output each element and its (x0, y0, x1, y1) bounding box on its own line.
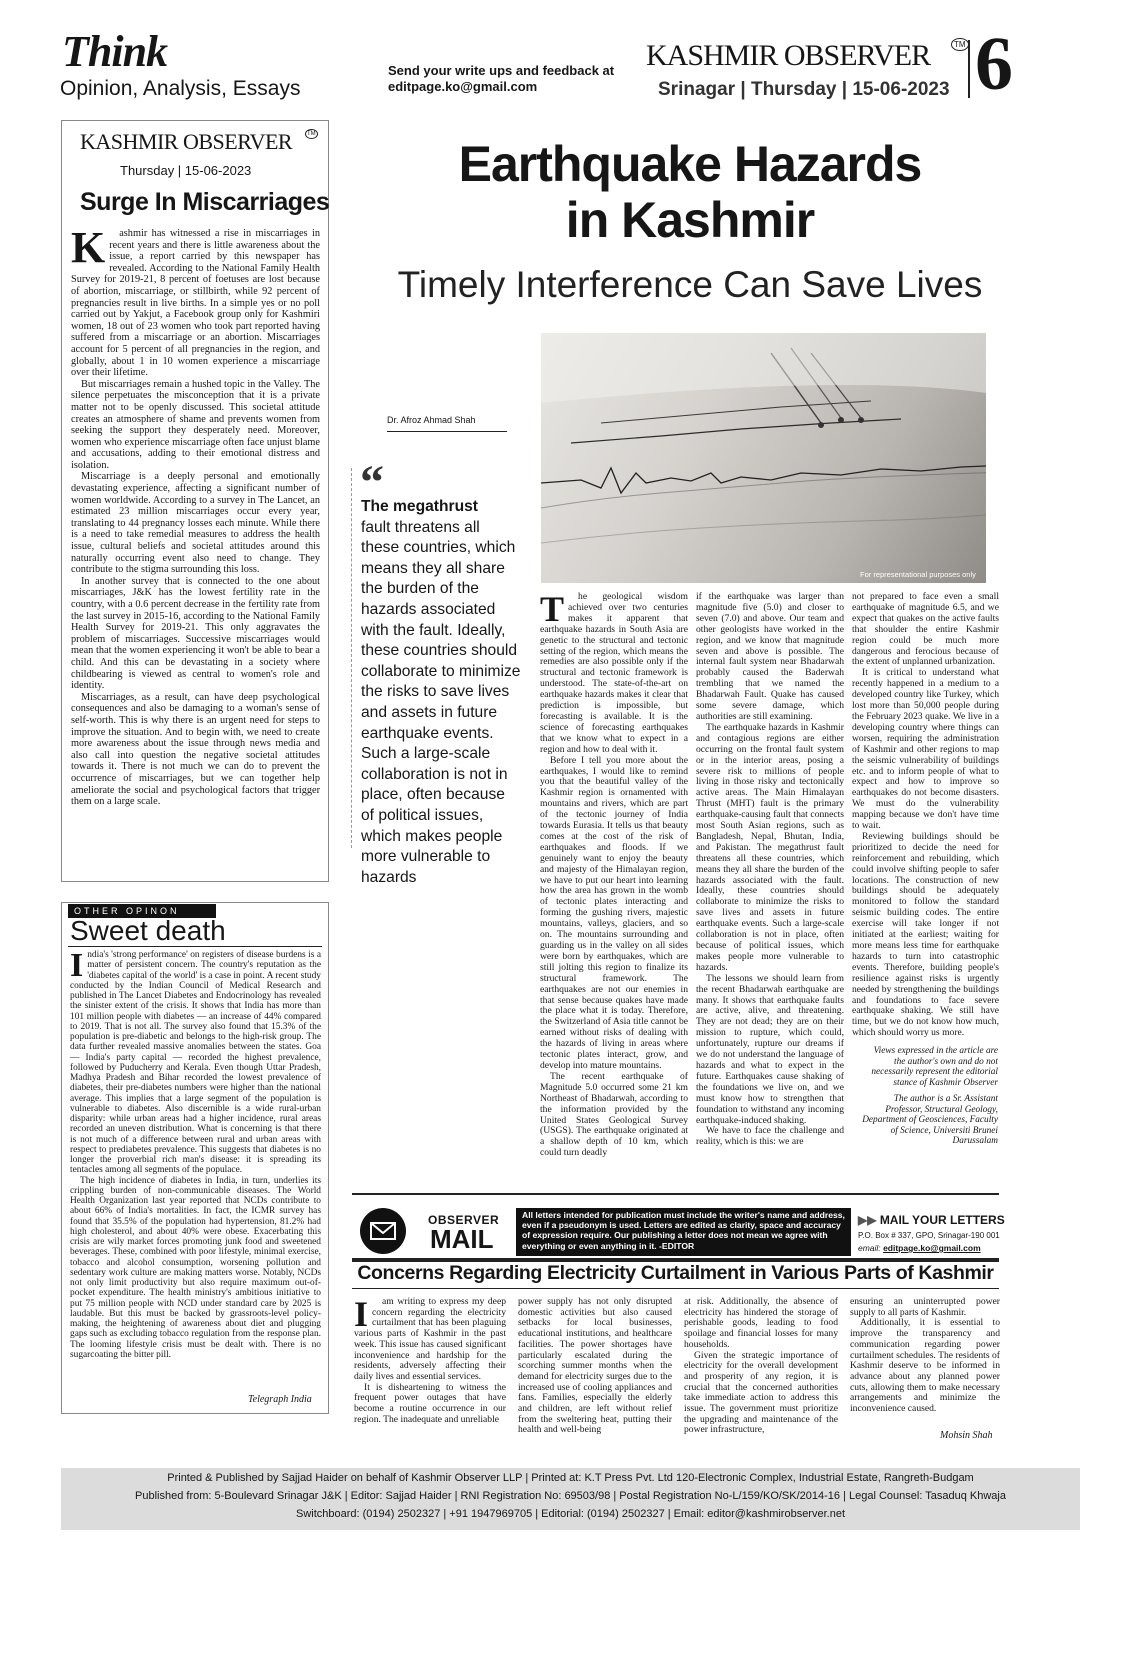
lead-column-3 (852, 592, 999, 1044)
lead-headline-2: in Kashmir (565, 192, 815, 248)
mail-notice: All letters intended for publication must include the writer's name and address, even if a pseudonym is used. Letters are edited as clarity, space and accuracy of expression require. Our publishing a letter does not mean we agree with everything or even anything in it. -EDITOR (516, 1208, 851, 1256)
lead-paragraph: not prepared to face even a small earthquake of magnitude 6.5, and we expect that quakes on the active faults that shoulder the entire Kashmir region could be much more dangerous and ferocious because of the extent of unplanned urbanization. (852, 592, 999, 668)
mail-address: P.O. Box # 337, GPO, Srinagar-190 001 (858, 1231, 1000, 1240)
mail-column-2 (518, 1297, 672, 1445)
editorial-paragraph: Miscarriage is a deeply personal and emotionally devastating experience, affecting a significant number of women worldwide. According to a survey in The Lancet, an estimated 23 million miscarriages occur every year, translating to 44 pregnancy losses each minute. While there is a need to take remedial measures to address the health issue, cultural beliefs and societal attitudes around this naturally occurring event also need to change. They contribute to the stigma surrounding this loss. (71, 471, 320, 576)
mail-email-line (858, 1243, 981, 1253)
lead-disclaimer: Views expressed in the article are the author's own and do not necessarily represent the editorial stance of Kashmir Observer (871, 1046, 998, 1088)
page-number: 6 (975, 22, 1013, 106)
send-email[interactable]: editpage.ko@gmail.com (388, 79, 538, 94)
other-opinion-dropcap: I (70, 950, 84, 984)
editorial-dropcap: K (71, 228, 106, 272)
section-subtitle: Opinion, Analysis, Essays (60, 77, 301, 100)
lead-author-bio: The author is a Sr. Assistant Professor, Structural Geology, Department of Geosciences, Faculty of Science, Universiti Brunei Darussalam (862, 1094, 998, 1147)
editorial-paragraph: Miscarriages, as a result, can have deep psychological consequences and also be damaging to a woman's sense of self-worth. This is why there is an urgent need for steps to improve the situation. And to begin with, we need to create more awareness about the issue through news media and also call into question the negative societal attitudes towards it. There is not much we can do to prevent the occurrence of miscarriages, but we can together help ameliorate the social and psychological factors that trigger them on a large scale. (71, 691, 320, 808)
mail-paragraph: ensuring an uninterrupted power supply to all parts of Kashmir. (850, 1297, 1000, 1318)
lead-paragraph: The earthquake hazards in Kashmir and contagious regions are either occurring on the frontal fault system or in the interior areas, posing a severe risk to millions of people living in those risky and tectonically active areas. The Main Himalayan Thrust (MHT) fault is the primary earthquake-causing fault that connects most South Asian regions, such as Bangladesh, Nepal, Bhutan, India, and Pakistan. The megathrust fault threatens all these countries, which means they all share the burden of the hazards associated with the fault. Ideally, these countries should collaborate to minimize the risks to save lives and assets in future earthquake events. Such a large-scale collaboration is not in place, often because of political issues, which makes people more vulnerable to hazards. (696, 721, 844, 973)
footer-line-1: Printed & Published by Sajjad Haider on behalf of Kashmir Observer LLP | Printed at: K.T Press Pvt. Ltd 120-Electronic Complex, Industrial Estate, Rangreth-Budgam (167, 1472, 974, 1484)
lead-paragraph: The recent earthquake of Magnitude 5.0 occurred some 21 km Northeast of Bhadarwah, according to the information provided by the United States Geological Survey (USGS). The earthquake originated at a shallow depth of 10 km, which could turn deadly (540, 1070, 688, 1158)
mail-paragraph: It is disheartening to witness the frequent power outages that have become a routine occurrence in our region. The inadequate and unreliable (354, 1381, 506, 1425)
lead-headline-1: Earthquake Hazards (458, 136, 922, 192)
mail-headline: Concerns Regarding Electricity Curtailment in Various Parts of Kashmir (357, 1262, 994, 1284)
mail-paragraph: am writing to express my deep concern regarding the electricity curtailment that has been plaguing various parts of Kashmir in the past week. This issue has caused significant inconvenience and hardship for the residents, adversely affecting their daily lives and essential services. (354, 1297, 506, 1382)
byline-rule (387, 431, 507, 432)
lead-byline: Dr. Afroz Ahmad Shah (387, 415, 476, 425)
mail-signature: Mohsin Shah (940, 1430, 993, 1441)
mail-letters-title-text: MAIL YOUR LETTERS (879, 1213, 1005, 1227)
mail-email-link[interactable]: editpage.ko@gmail.com (883, 1243, 981, 1253)
other-opinion-source: Telegraph India (248, 1394, 312, 1405)
photo-caption: For representational purposes only (860, 570, 976, 579)
lead-paragraph: he geological wisdom achieved over two centuries makes it apparent that earthquake hazards in South Asia are genetic to the structural and tectonic setting of the region, which means the remedies are also possible only if the structural and tectonic framework is understood. The state-of-the-art on earthquake hazards makes it clear that prediction is impossible, but forecasting is available. It is the science of forecasting earthquakes that we know what to expect in a region and how to deal with it. (540, 592, 688, 755)
section-title: Think (62, 27, 168, 76)
masthead-divider (968, 40, 970, 98)
lead-paragraph: Reviewing buildings should be prioritized to decide the need for reinforcement and rebuilding, which could involve shifting people to safer locations. The construction of new buildings should be adequately monitored to follow the standard seismic building codes. The entire exercise will take longer if not initiated at the earliest; waiting for more means less time for earthquake hazards to turn into catastrophic events. Therefore, building people's resilience against risks is urgently needed by strengthening the buildings and foundations to face severe earthquake shaking. We still have time, but we do not know how much, which should worry us more. (852, 830, 999, 1039)
other-opinion-paragraph: The high incidence of diabetes in India, in turn, underlies its crippling burden of non-communicable diseases. The World Health Organization last year reported that NCDs contribute to about 66% of India's mortalities. In fact, the ICMR survey has found that 35.5% of the population had hypertension, 81.2% had high cholesterol, and about 40% were obese. Exacerbating this crisis are wily market forces promoting junk food and sweetened beverages. These, combined with poor lifestyle, minimal exercise, tobacco and alcohol consumption, worsening pollution and sedentary work culture are making matters worse. Notably, NCDs not only limit productivity but also require maximum out-of-pocket expenditure. The health ministry's ambitious initiative to put 75 million people with NCD under standard care by 2025 is laudable. But this must be backed by grassroots-level policy-making, the heightening of awareness about diet and plugging gaps such as excluding tobacco regulation from the response plan. The looming lifestyle crisis must be dealt with. There is no sugarcoating the bitter pill. (70, 1175, 321, 1360)
mail-top-rule (352, 1193, 999, 1195)
pullquote-rule-left (351, 468, 353, 848)
mail-letters-title (858, 1213, 1005, 1227)
editorial-paragraph: But miscarriages remain a hushed topic in the Valley. The silence perpetuates the misconception that it is a private matter not to be openly discussed. This societal attitude creates an atmosphere of shame and prevents women from seeking the support they desperately need. Moreover, women who experience miscarriage often face unjust blame and accusations, adding to their emotional distress and isolation. (71, 378, 320, 471)
editorial-paper-name: KASHMIR OBSERVER (80, 129, 293, 154)
lead-dropcap: T (540, 592, 565, 629)
pullquote-bold: The megathrust (361, 498, 478, 515)
lead-paragraph: It is critical to understand what recently happened in a medium to a developed country like Turkey, which lost more than 50,000 people during the February 2023 quake. We live in a developing country where things can worsen, requiring the administration of Kashmir and other regions to map the seismic vulnerability of buildings etc. and to inform people of what to expect and how to improve so earthquakes do not become disasters. We must do the vulnerability mapping because we don't have time to wait. (852, 667, 999, 832)
editorial-paragraph: ashmir has witnessed a rise in miscarriages in recent years and there is little awareness about the issue, a report carried by this newspaper has revealed. According to the National Family Health Survey for 2019-21, 8 percent of foetuses are lost because of abortion, miscarriage, or stillbirth, while 92 percent of pregnancies result in live births. In a simple yes or no poll carried out by Yakjut, a Facebook group only for Kashmiri women, 18 out of 23 women who took part reported having suffered from a miscarriage or an abortion. Miscarriages account for 5 percent of all pregnancies in the region, and globally, about 1 in 10 women experience a miscarriage over their lifetime. (71, 228, 320, 379)
editorial-paragraph: In another survey that is connected to the one about miscarriages, J&K has the lowest fertility rate in the country, with a 0.6 percent decrease in the fertility rate from the last survey in 2015-16, according to the National Family Health Survey for 2019-21. This only aggravates the problem of miscarriages. Successive miscarriages would mean that the women experiencing it won't be able to bear a child. And this can be devastating in a society where childbearing is viewed as central to women's role and identity. (71, 575, 320, 692)
editorial-body (71, 228, 320, 876)
footer-line-2: Published from: 5-Boulevard Srinagar J&K | Editor: Sajjad Haider | RNI Registration No: 69503/98 | Postal Registration No-L/159/KO/SK/2014-16 | Legal Counsel: Tasaduq Khwaja (135, 1490, 1006, 1502)
mail-paragraph: power supply has not only disrupted domestic activities but also caused setbacks for local businesses, educational institutions, and healthcare facilities. The power shortages have particularly escalated during the scorching summer months when the demand for electricity surges due to the increased use of cooling appliances and fans. Families, especially the elderly and children, are left without relief from the sweltering heat, putting their health and well-being (518, 1297, 672, 1436)
mail-paragraph: Given the strategic importance of electricity for the overall development and prosperity of any region, it is crucial that the concerned authorities take immediate action to address this issue. The government must prioritize the upgrading and maintenance of the power infrastructure, (684, 1349, 838, 1436)
editorial-tm: TM (307, 131, 316, 137)
mail-headline-rule (352, 1288, 999, 1289)
mail-dropcap: I (354, 1297, 369, 1334)
lead-paragraph: We have to face the challenge and reality, which is this: we are (696, 1125, 844, 1148)
editorial-date: Thursday | 15-06-2023 (120, 163, 252, 178)
seismograph-trace-graphic (541, 333, 986, 583)
pullquote (361, 497, 521, 888)
pullquote-text: fault threatens all these countries, which means they all share the burden of the hazards associated with the fault. Ideally, these countries should collaborate to minimize the risks to save lives and assets in future earthquake events. Such a large-scale collaboration is not in place, often because of political issues, which makes people more vulnerable to hazards (361, 518, 521, 886)
other-opinion-paragraph: ndia's 'strong performance' on registers of disease burdens is a matter of persistent concern. The country's reputation as the 'diabetes capital of the world' is a case in point. A recent study conducted by the Indian Council of Medical Research and published in The Lancet Diabetes and Endocrinology has revealed the sinister extent of the crisis. It shows that India has more than 101 million people with diabetes — an increase of 44% compared to 2019. That is not all. The survey also found that 15.3% of the population is pre-diabetic and belongs to the high-risk group. The data further revealed massive anomalies between the states. Goa — India's party capital — recorded the highest prevalence, followed by Puducherry and Kerala. Even though Uttar Pradesh, Madhya Pradesh and Bihar recorded the lowest prevalence of diabetes, their pre-diabetes numbers were higher than the national average. This implies that a large segment of the population is vulnerable to diabetes. Also discernible is a wide rural-urban disparity: while urban areas had a higher incidence, rural areas recorded an uneven distribution. What is concerning is that there is not much of a difference between rural and urban areas with respect to prediabetes prevalence. This suggests that diabetes is no longer the proverbial rich man's disease: it is spreading its tentacles among all segments of the populace. (70, 950, 321, 1176)
mail-label-top: OBSERVER (428, 1213, 500, 1227)
mail-column-4 (850, 1297, 1000, 1417)
mail-column-3 (684, 1297, 838, 1445)
masthead-dateline: Srinagar | Thursday | 15-06-2023 (658, 79, 950, 100)
lead-paragraph: Before I tell you more about the earthquakes, I would like to remind you that the beautiful valley of the Kashmir region is ornamented with mountains and rivers, which are part of the tectonic journey of India towards Eurasia. It tells us that beauty comes at the cost of the risk of earthquakes and floods. If we genuinely want to enjoy the beauty and majesty of the Himalayan region, we have to put our heart into learning how the area has grown in the womb of tectonic plates interacting and forming the gushing rivers, majestic mountains, valleys, glaciers, and so on. The mountains surrounding and guarding us in the valley on all sides were born by earthquakes, which are still jolting this region to finalize its structural framework. The earthquakes are not our enemies in that sense because quakes have made the place what it is today. Therefore, the Switzerland of Asia title cannot be earned without risks of dealing with the hazards of living in areas where tectonic plates interact, grow, and develop into mature mountains. (540, 754, 688, 1071)
other-opinion-kicker: OTHER OPINON (68, 904, 216, 918)
footer-line-3: Switchboard: (0194) 2502327 | +91 1947969705 | Editorial: (0194) 2502327 | Email: editor@kashmirobserver.net (296, 1508, 845, 1520)
lead-paragraph: if the earthquake was larger than magnitude five (5.0) and closer to seven (7.0) and above. Our team and other geologists have worked in the region, and we know that magnitude seven and above is possible. The internal fault system near Bhadarwah probably caused the Baderwah trembling that we named the Bhadarwah Fault. Quake has caused some severe damage, which authorities are still examining. (696, 592, 844, 722)
send-line-1: Send your write ups and feedback at (388, 63, 615, 78)
mail-paragraph: Additionally, it is essential to improve the transparency and communication regarding power curtailment schedules. The residents of Kashmir deserve to be informed in advance about any planned power cuts, allowing them to make necessary arrangements and minimize the inconvenience caused. (850, 1317, 1000, 1415)
masthead-paper-name: KASHMIR OBSERVER (646, 39, 931, 72)
play-arrow-icon: ▶▶ (858, 1213, 877, 1227)
mail-icon (360, 1208, 406, 1254)
other-opinion-rule (68, 946, 322, 947)
lead-subhead: Timely Interference Can Save Lives (397, 264, 983, 305)
seismograph-photo (541, 333, 986, 583)
mail-email-label: email: (858, 1243, 881, 1253)
mail-paragraph: at risk. Additionally, the absence of electricity has hindered the storage of perishable goods, leading to food spoilage and financial losses for many households. (684, 1297, 838, 1350)
other-opinion-body (70, 950, 321, 1390)
mail-column-1 (354, 1297, 506, 1445)
editorial-headline: Surge In Miscarriages (80, 188, 330, 216)
lead-column-1 (540, 592, 688, 1158)
mail-label-bottom: MAIL (430, 1224, 494, 1254)
other-opinion-headline: Sweet death (70, 915, 226, 946)
lead-column-2 (696, 592, 844, 1158)
lead-paragraph: The lessons we should learn from the recent Bhadarwah earthquake are many. It shows that earthquake faults are active, alive, and threatening. They are not dead; they are on their mission to rupture, which could, unfortunately, rupture our dreams if we do not understand the language of hazards and what to expect in the future. Earthquakes cause shaking of the foundations we live on, and we must know how to strengthen that foundation to withstand any incoming earthquake-induced shaking. (696, 972, 844, 1126)
masthead-tm: TM (951, 38, 969, 51)
quote-mark-icon: “ (360, 456, 384, 509)
